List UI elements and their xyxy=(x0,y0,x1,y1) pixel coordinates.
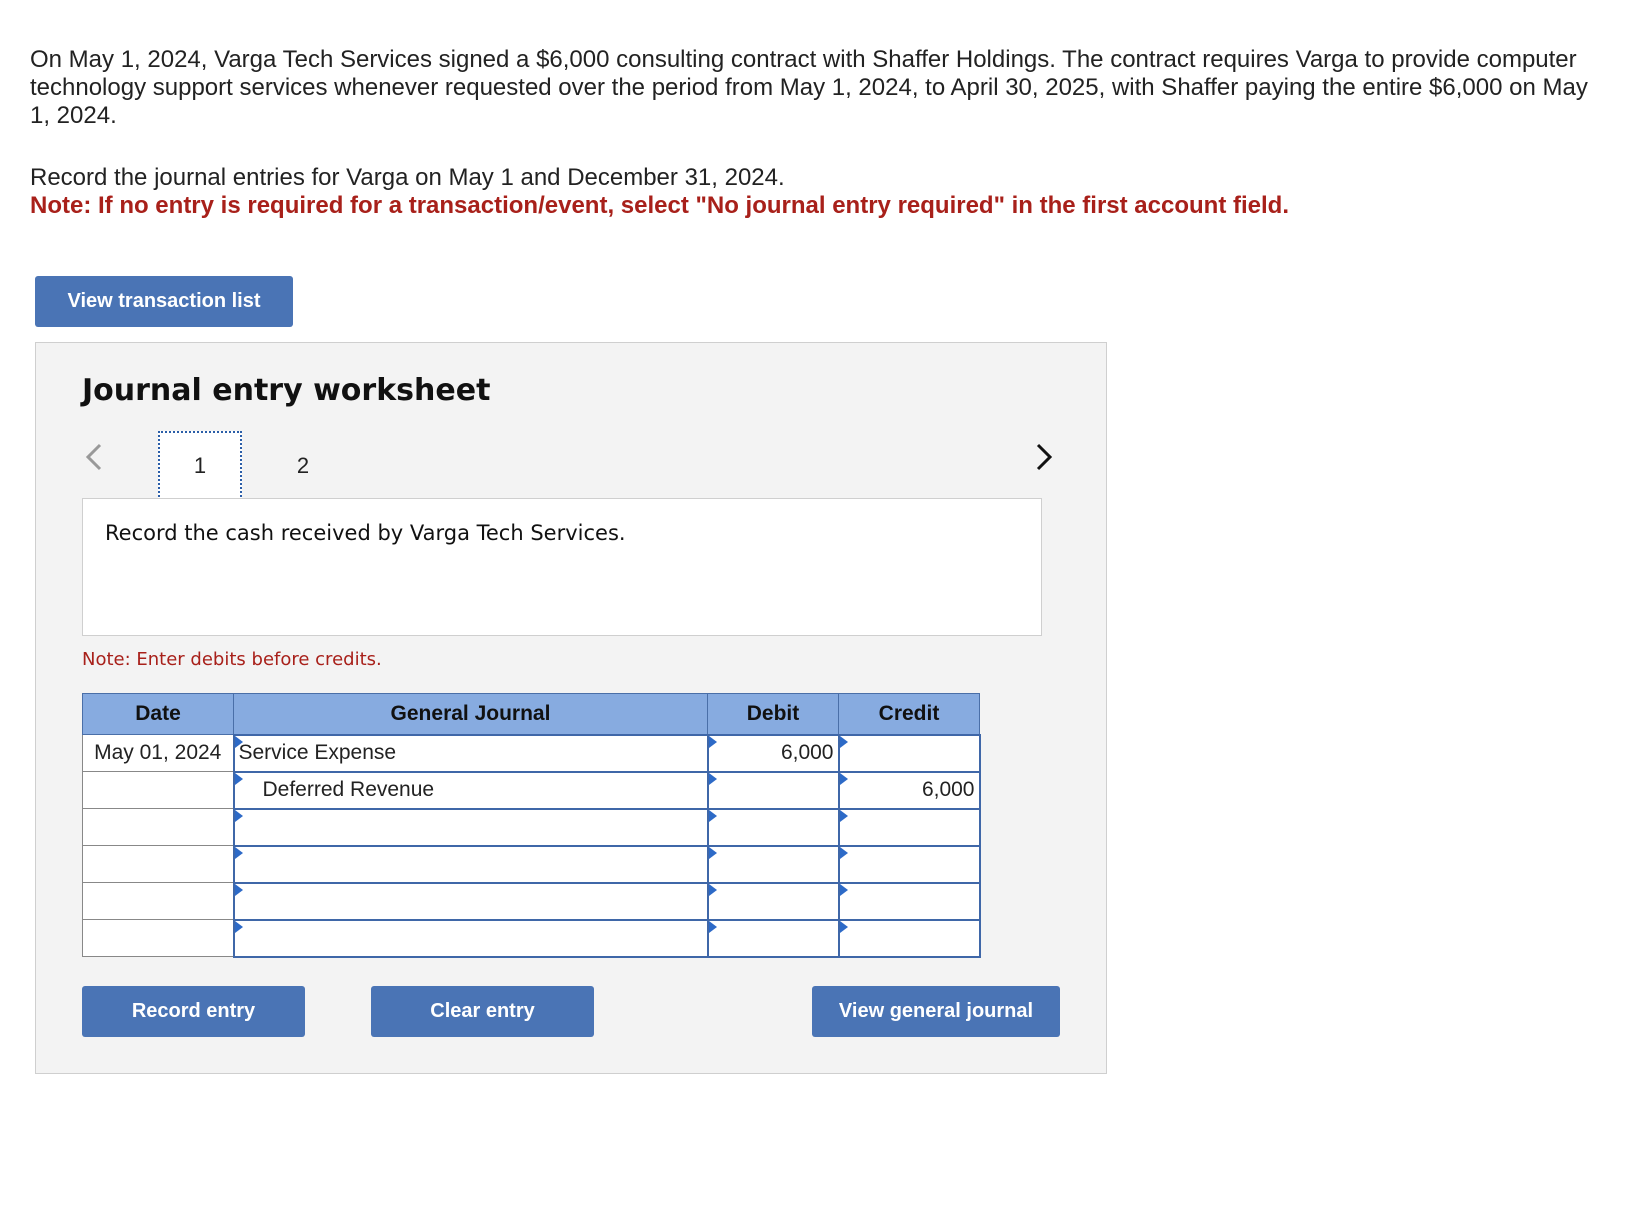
credit-field[interactable] xyxy=(839,883,980,920)
account-field[interactable] xyxy=(234,809,708,846)
record-entry-button[interactable]: Record entry xyxy=(82,986,305,1037)
instruction-text: Record the journal entries for Varga on May 1 and December 31, 2024. xyxy=(30,164,785,191)
chevron-left-icon[interactable] xyxy=(82,439,106,475)
account-field[interactable] xyxy=(234,772,708,809)
account-header: General Journal xyxy=(234,694,708,735)
journal-header-row xyxy=(83,694,980,735)
debit-field[interactable] xyxy=(708,772,839,809)
instruction-note: Note: If no entry is required for a transaction/event, select "No journal entry required" in the first account field. xyxy=(30,192,1289,219)
credit-field[interactable] xyxy=(839,735,980,772)
account-field[interactable] xyxy=(234,846,708,883)
debit-field[interactable] xyxy=(708,809,839,846)
table-row xyxy=(83,883,980,920)
account-field[interactable] xyxy=(234,735,708,772)
credit-field[interactable]: 6,000 xyxy=(839,772,980,809)
tab-2[interactable]: 2 xyxy=(296,453,310,478)
date-cell xyxy=(83,920,234,957)
account-field[interactable] xyxy=(234,883,708,920)
transaction-description-box xyxy=(82,498,1042,636)
journal-entry-worksheet xyxy=(35,342,1107,1074)
table-row xyxy=(83,809,980,846)
debit-header: Debit xyxy=(708,694,839,735)
clear-entry-button[interactable]: Clear entry xyxy=(371,986,594,1037)
date-cell: May 01, 2024 xyxy=(83,735,234,772)
table-row xyxy=(83,920,980,957)
account-value: Deferred Revenue xyxy=(262,778,435,801)
credit-field[interactable] xyxy=(839,920,980,957)
debit-credit-note: Note: Enter debits before credits. xyxy=(82,649,382,670)
table-row xyxy=(83,735,980,772)
account-value: Service Expense xyxy=(238,741,397,764)
journal-table xyxy=(82,693,981,958)
tab-1[interactable]: 1 xyxy=(158,431,242,501)
date-cell xyxy=(83,846,234,883)
debit-field[interactable] xyxy=(708,920,839,957)
instructions xyxy=(30,164,1590,220)
debit-field[interactable] xyxy=(708,883,839,920)
account-field[interactable] xyxy=(234,920,708,957)
debit-field[interactable] xyxy=(708,846,839,883)
chevron-right-icon[interactable] xyxy=(1032,439,1056,475)
worksheet-title: Journal entry worksheet xyxy=(82,373,491,408)
credit-field[interactable] xyxy=(839,846,980,883)
table-row xyxy=(83,846,980,883)
credit-header: Credit xyxy=(839,694,980,735)
transaction-description: Record the cash received by Varga Tech Services. xyxy=(105,521,626,545)
view-transaction-list-button[interactable]: View transaction list xyxy=(35,276,293,327)
problem-description: On May 1, 2024, Varga Tech Services signed a $6,000 consulting contract with Shaffer Holdings. The contract requires Varga to provide computer technology support services whenever requested over the period from May 1, 2024, to April 30, 2025, with Shaffer paying the entire $6,000 on May 1, 2024. xyxy=(30,46,1588,129)
date-cell xyxy=(83,809,234,846)
debit-field[interactable]: 6,000 xyxy=(708,735,839,772)
date-header: Date xyxy=(83,694,234,735)
view-general-journal-button[interactable]: View general journal xyxy=(812,986,1060,1037)
date-cell xyxy=(83,883,234,920)
credit-field[interactable] xyxy=(839,809,980,846)
date-cell xyxy=(83,772,234,809)
table-row xyxy=(83,772,980,809)
